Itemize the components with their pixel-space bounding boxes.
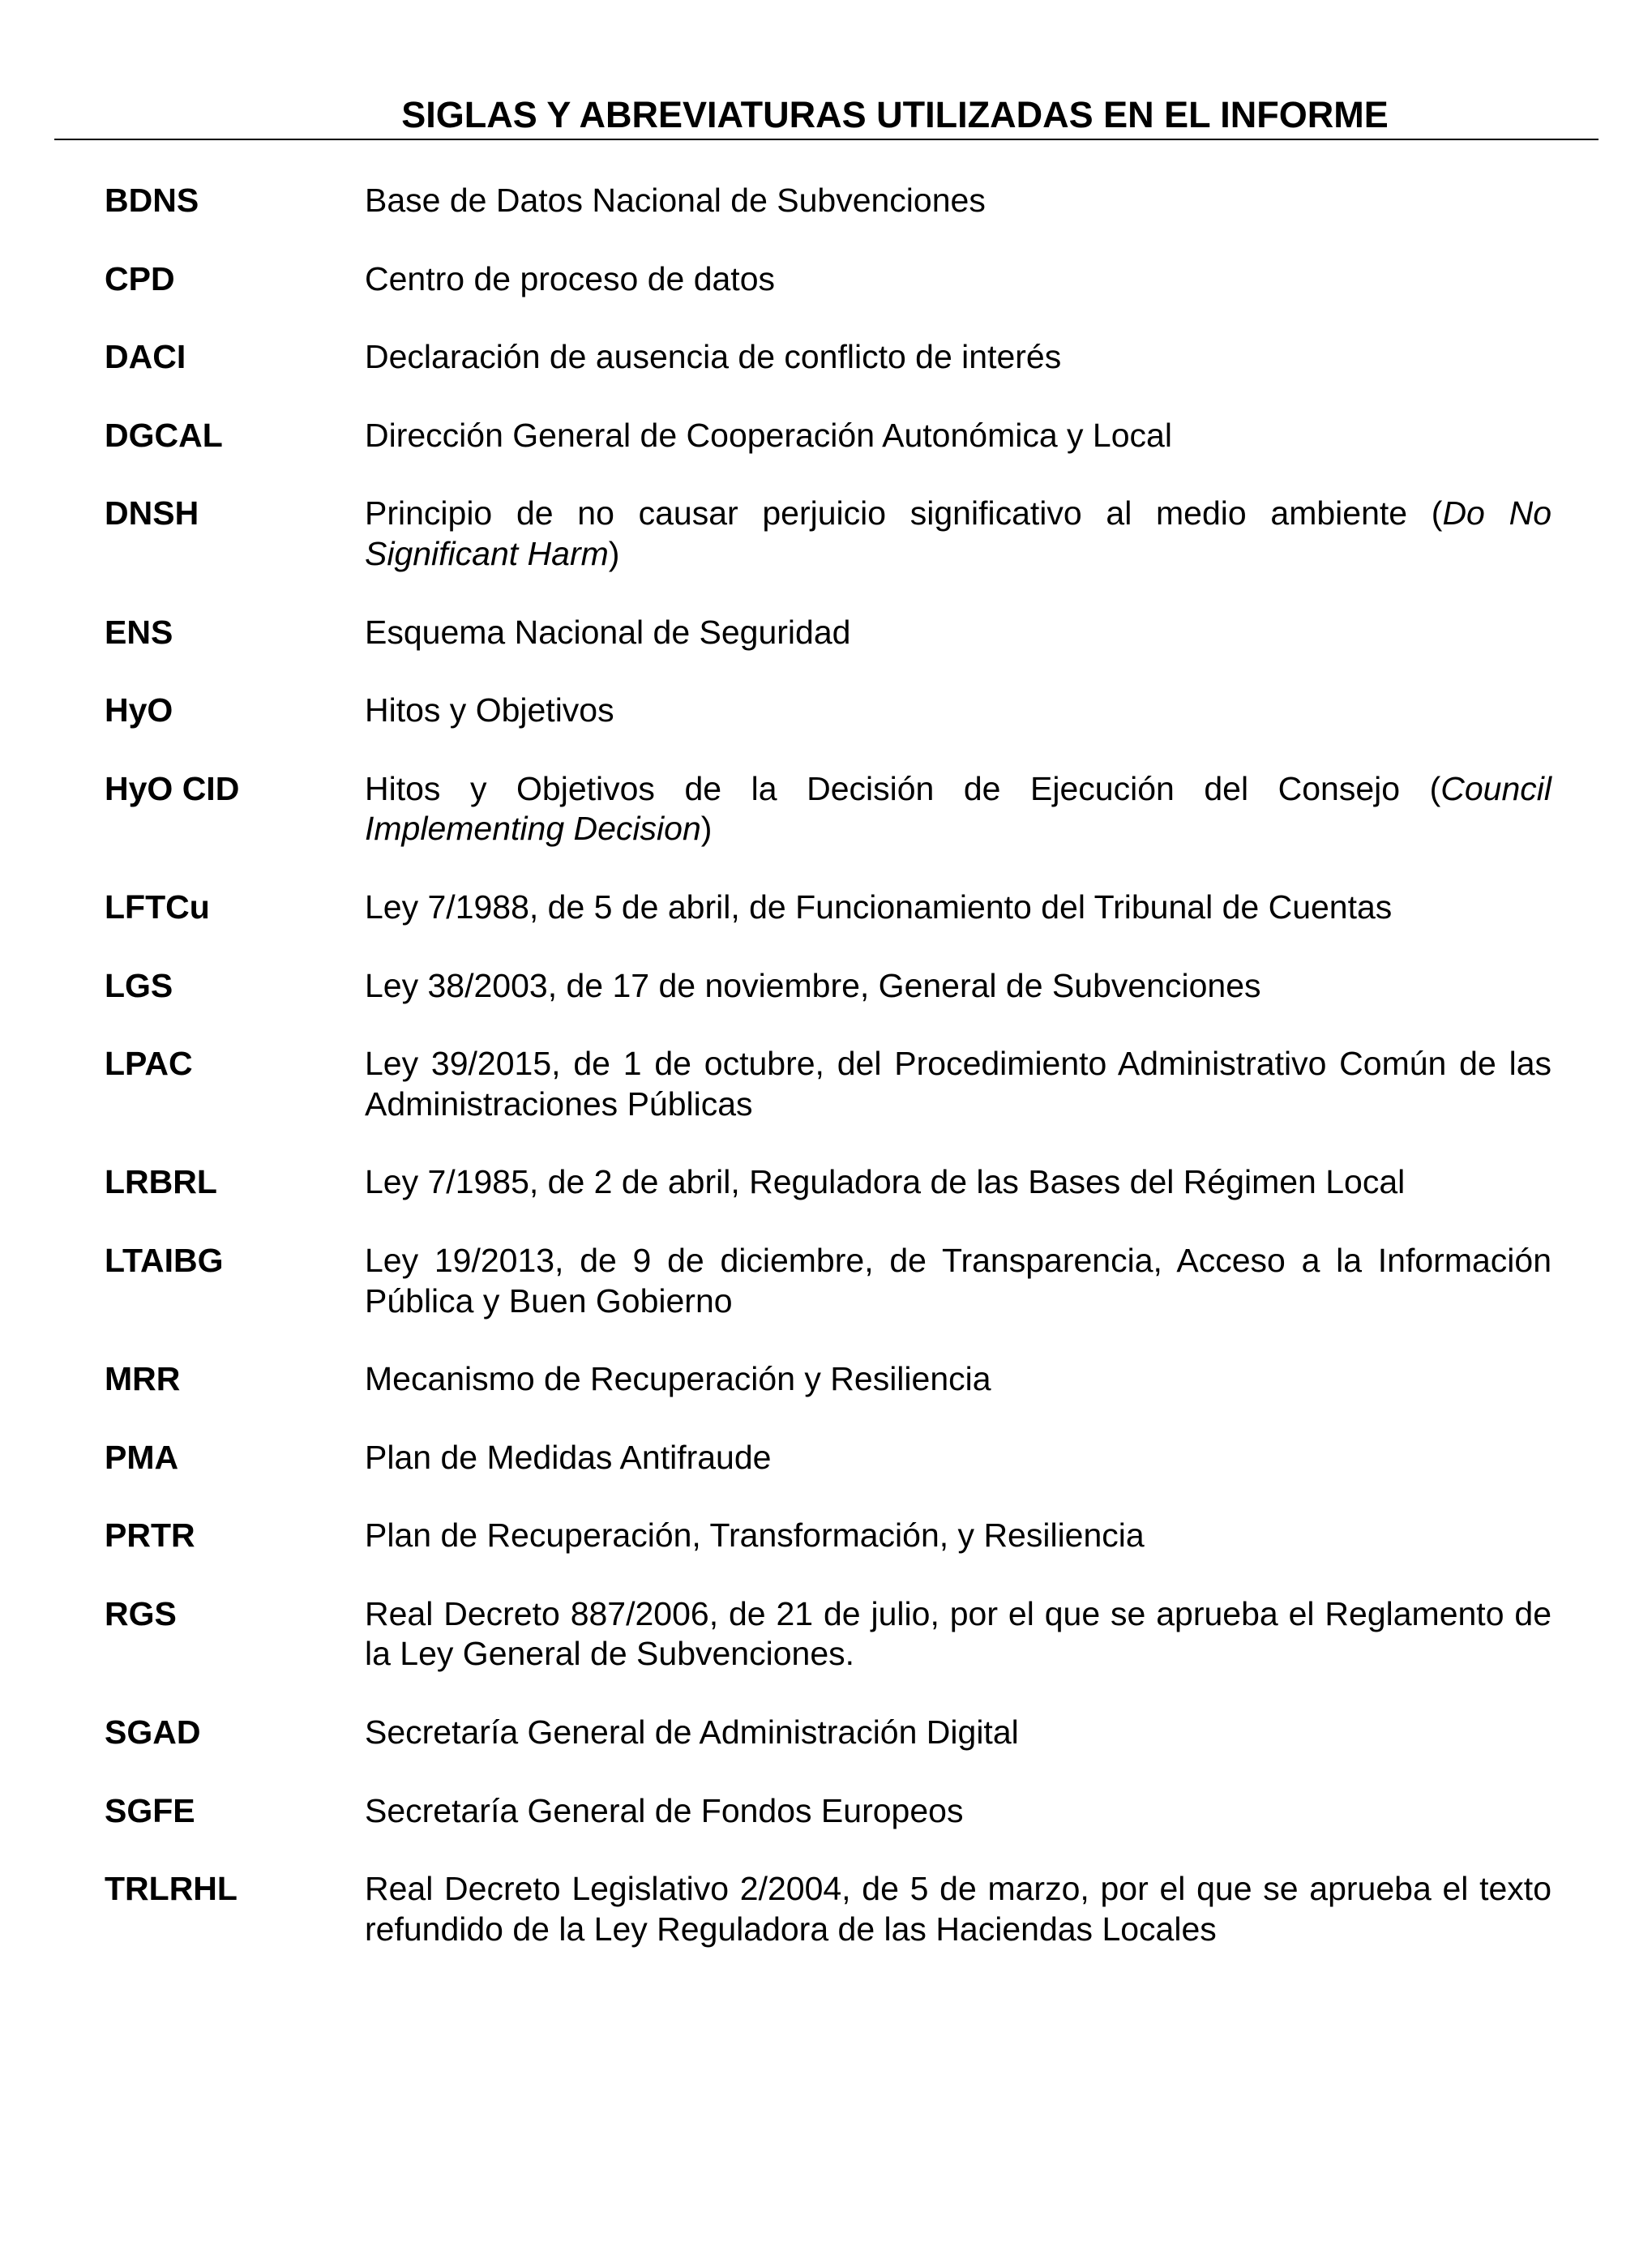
definition xyxy=(365,1044,1551,1124)
definition xyxy=(365,769,1551,849)
definition-text: Ley 38/2003, de 17 de noviembre, General de Subvenciones xyxy=(365,966,1261,1004)
definition-text: Declaración de ausencia de conflicto de interés xyxy=(365,338,1062,376)
abbreviation: DACI xyxy=(105,338,186,376)
definition-text: ) xyxy=(700,810,713,848)
abbreviation-entry xyxy=(105,1594,1551,1675)
abbreviation-entry xyxy=(105,888,1551,928)
abbreviation: PMA xyxy=(105,1438,179,1476)
definition-text: Secretaría General de Administración Digital xyxy=(365,1713,1019,1752)
abbreviation-entry xyxy=(105,1791,1551,1832)
abbreviation: HyO xyxy=(105,691,173,729)
abbreviation-entry xyxy=(105,1162,1551,1203)
definition xyxy=(365,966,1551,1007)
definition xyxy=(365,1438,1551,1478)
definition-text: Base de Datos Nacional de Subvenciones xyxy=(365,182,986,219)
abbreviation: TRLRHL xyxy=(105,1870,238,1908)
abbreviation: LPAC xyxy=(105,1045,193,1083)
definition-text: Dirección General de Cooperación Autonómica y Local xyxy=(365,416,1172,454)
definition xyxy=(365,613,1551,653)
page-title: SIGLAS Y ABREVIATURAS UTILIZADAS EN EL INFORME xyxy=(401,94,1389,135)
definition-text: Plan de Medidas Antifraude xyxy=(365,1438,772,1476)
abbreviation-entry xyxy=(105,691,1551,731)
definition xyxy=(365,1241,1551,1321)
definition-text: ) xyxy=(608,534,620,572)
definition-italic-text: Council Implementing Decision xyxy=(365,769,1551,848)
abbreviation: BDNS xyxy=(105,182,199,219)
abbreviation-entry xyxy=(105,259,1551,300)
definition xyxy=(365,259,1551,300)
definition xyxy=(365,1162,1551,1203)
abbreviation: LTAIBG xyxy=(105,1241,224,1279)
abbreviation: DNSH xyxy=(105,494,199,533)
abbreviation: CPD xyxy=(105,259,175,297)
definition-text: Real Decreto Legislativo 2/2004, de 5 de marzo, por el que se aprueba el texto refundido de la Ley Reguladora de las Haciendas Locales xyxy=(365,1870,1551,1948)
abbreviation: LGS xyxy=(105,966,173,1004)
abbreviation-entry xyxy=(105,494,1551,574)
definition xyxy=(365,337,1551,378)
abbreviation-entry xyxy=(105,1044,1551,1124)
abbreviation-entry xyxy=(105,1241,1551,1321)
definition-text: Centro de proceso de datos xyxy=(365,259,775,297)
definition-text: Mecanismo de Recuperación y Resiliencia xyxy=(365,1360,991,1398)
definition-text: Ley 39/2015, de 1 de octubre, del Procedimiento Administrativo Común de las Administraciones Públicas xyxy=(365,1045,1551,1123)
definition-text: Hitos y Objetivos xyxy=(365,691,614,729)
abbreviations-list xyxy=(105,181,1551,1987)
abbreviation-entry xyxy=(105,966,1551,1007)
definition-text: Esquema Nacional de Seguridad xyxy=(365,613,851,651)
abbreviation: HyO CID xyxy=(105,769,240,807)
abbreviation: SGFE xyxy=(105,1791,195,1829)
definition-text: Plan de Recuperación, Transformación, y Resiliencia xyxy=(365,1516,1145,1555)
definition-text: Ley 7/1985, de 2 de abril, Reguladora de las Bases del Régimen Local xyxy=(365,1163,1406,1201)
abbreviation: PRTR xyxy=(105,1516,195,1555)
abbreviation: MRR xyxy=(105,1360,181,1398)
abbreviation-entry xyxy=(105,1359,1551,1400)
abbreviation: ENS xyxy=(105,613,173,651)
definition-text: Real Decreto 887/2006, de 21 de julio, por el que se aprueba el Reglamento de la Ley General de Subvenciones. xyxy=(365,1594,1551,1673)
abbreviation: SGAD xyxy=(105,1713,201,1752)
abbreviation-entry xyxy=(105,1438,1551,1478)
definition-text: Hitos y Objetivos de la Decisión de Ejecución del Consejo ( xyxy=(365,769,1441,807)
definition xyxy=(365,691,1551,731)
abbreviation: LRBRL xyxy=(105,1163,217,1201)
definition xyxy=(365,494,1551,574)
abbreviation-entry xyxy=(105,1869,1551,1949)
definition xyxy=(365,1791,1551,1832)
definition-text: Ley 7/1988, de 5 de abril, de Funcionamiento del Tribunal de Cuentas xyxy=(365,888,1393,926)
abbreviation-entry xyxy=(105,613,1551,653)
definition-text: Ley 19/2013, de 9 de diciembre, de Transparencia, Acceso a la Información Pública y Buen Gobierno xyxy=(365,1241,1551,1320)
abbreviation: DGCAL xyxy=(105,416,223,454)
definition xyxy=(365,416,1551,456)
abbreviation-entry xyxy=(105,1516,1551,1556)
definition-text: Secretaría General de Fondos Europeos xyxy=(365,1791,964,1829)
definition xyxy=(365,1713,1551,1753)
abbreviation: LFTCu xyxy=(105,888,210,926)
abbreviation-entry xyxy=(105,769,1551,849)
title-divider xyxy=(54,139,1599,140)
abbreviation-entry xyxy=(105,416,1551,456)
abbreviation-entry xyxy=(105,1713,1551,1753)
abbreviation: RGS xyxy=(105,1594,177,1632)
definition xyxy=(365,888,1551,928)
definition-italic-text: Do No Significant Harm xyxy=(365,494,1551,572)
definition xyxy=(365,1869,1551,1949)
abbreviation-entry xyxy=(105,337,1551,378)
definition xyxy=(365,1516,1551,1556)
definition xyxy=(365,1359,1551,1400)
definition xyxy=(365,181,1551,221)
abbreviation-entry xyxy=(105,181,1551,221)
definition-text: Principio de no causar perjuicio significativo al medio ambiente ( xyxy=(365,494,1443,533)
definition xyxy=(365,1594,1551,1675)
